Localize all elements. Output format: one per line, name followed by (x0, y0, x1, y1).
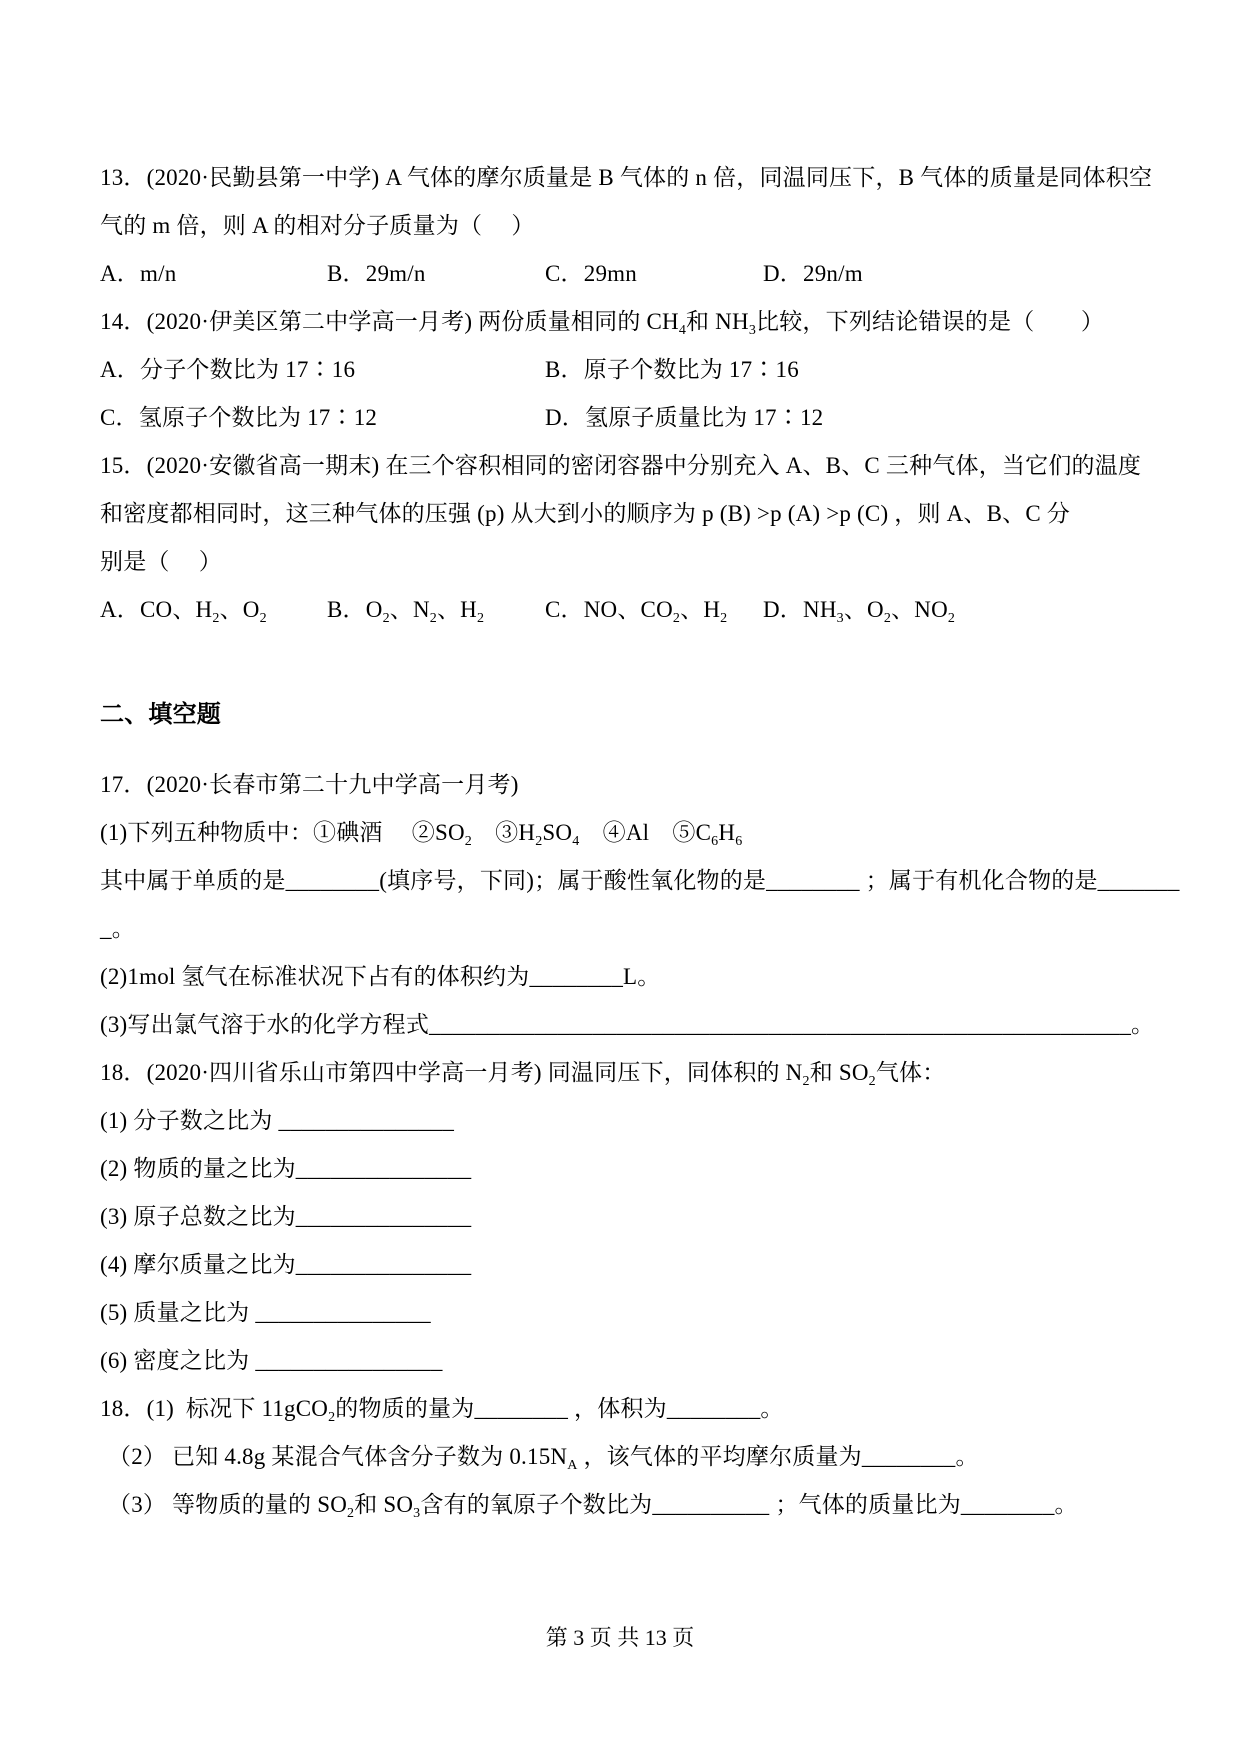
q18-item-4 (100, 1241, 1146, 1289)
section-heading (100, 691, 1146, 739)
text-span: 13．(2020·民勤县第一中学) A 气体的摩尔质量是 B 气体的 n 倍，同温同压下，B 气体的质量是同体积空 (100, 165, 1153, 190)
q15-text-2 (100, 490, 1146, 538)
text-span: (1)下列五种物质中：①碘酒 $②SO_2$ $③H_2SO_4$ ④Al $⑤C_6H_6$ (100, 820, 743, 849)
q18-item-1 (100, 1097, 1146, 1145)
q17-part3 (100, 1001, 1155, 1049)
text-span: 其中属于单质的是________(填序号，下同)；属于酸性氧化物的是________ ；属于有机化合物的是_______ (100, 868, 1180, 893)
page-footer (0, 1622, 1240, 1654)
q15-text-3 (100, 538, 1146, 586)
q17-text (100, 761, 1146, 809)
option-cell: A．分子个数比为 17∶16 (100, 357, 356, 382)
text-span: 和密度都相同时，这三种气体的压强 (p) 从大到小的顺序为 p (B) >p (A) >p (C) ，则 A、B、C 分 (100, 501, 1071, 526)
text-span: (3) 原子总数之比为_______________ (100, 1204, 472, 1229)
text-span: 18．(2020·四川省乐山市第四中学高一月考) 同温同压下，同体积的 $N_2$和 $SO_2$气体： (100, 1060, 946, 1089)
q18b-part1 (100, 1385, 1146, 1433)
text-span: 15．(2020·安徽省高一期末) 在三个容积相同的密闭容器中分别充入 A、B、C 三种气体，当它们的温度 (100, 453, 1142, 478)
option-cell: B．$O_2$、$N_2$、$H_2$ (327, 597, 485, 626)
q15-text-1 (100, 442, 1146, 490)
q17-part2 (100, 953, 1146, 1001)
q17-fill-2 (100, 905, 1146, 953)
page-number-label: 第 3 页 共 13 页 (545, 1625, 695, 1650)
q18b-part2 (100, 1433, 1146, 1481)
option-cell: C．NO、$CO_2$、$H_2$ (545, 597, 728, 626)
text-span: _。 (100, 916, 135, 941)
q18-text (100, 1049, 1146, 1097)
option-cell: B．29m/n (327, 261, 426, 286)
text-span: 别是（ ） (100, 549, 222, 574)
spacer (100, 634, 1146, 682)
q18-item-5 (100, 1289, 1146, 1337)
text-span: (3)写出氯气溶于水的化学方程式____________________________________________________________。 (100, 1012, 1155, 1037)
text-span: 18．(1) 标况下 11gCO$_2$的物质的量为________ ，体积为________。 (100, 1396, 784, 1425)
q18-item-6 (100, 1337, 1146, 1385)
q17-part1 (100, 809, 1146, 857)
option-cell: A．m/n (100, 261, 177, 286)
text-span: 14．(2020·伊美区第二中学高一月考) 两份质量相同的 $CH_4$和 $NH_3$比较，下列结论错误的是（ ） (100, 309, 1105, 338)
option-cell: C．29mn (545, 261, 637, 286)
text-span: 二、填空题 (100, 701, 221, 728)
q18-item-3 (100, 1193, 1146, 1241)
q14-options-ab (100, 346, 1146, 394)
text-span: (4) 摩尔质量之比为_______________ (100, 1252, 472, 1277)
q18-item-2 (100, 1145, 1146, 1193)
q18b-part3 (100, 1481, 1146, 1529)
q17-fill-1 (100, 857, 1180, 905)
q13-options (100, 250, 1146, 298)
option-cell: A．CO、$H_2$、$O_2$ (100, 597, 267, 626)
option-cell: D．氢原子质量比为 17∶12 (545, 405, 824, 430)
text-span: 17．(2020·长春市第二十九中学高一月考) (100, 772, 519, 797)
document-body (100, 154, 1180, 1529)
option-cell: C．氢原子个数比为 17∶12 (100, 405, 378, 430)
text-span: (2) 物质的量之比为_______________ (100, 1156, 472, 1181)
q14-options-cd (100, 394, 1146, 442)
option-cell: D．29n/m (763, 261, 863, 286)
text-span: (5) 质量之比为 _______________ (100, 1300, 431, 1325)
text-span: (1) 分子数之比为 _______________ (100, 1108, 455, 1133)
q13-text-2 (100, 202, 1146, 250)
q13-text-1 (100, 154, 1153, 202)
text-span: 气的 m 倍，则 A 的相对分子质量为（ ） (100, 213, 535, 238)
option-cell: D．$NH_3$、$O_2$、$NO_2$ (763, 597, 956, 626)
text-span: （2） 已知 4.8g 某混合气体含分子数为 $0.15N_A$ ，该气体的平均摩尔质量为________。 (108, 1444, 979, 1473)
q14-text-1 (100, 298, 1146, 346)
text-span: (2)1mol 氢气在标准状况下占有的体积约为________L。 (100, 964, 661, 989)
text-span: (6) 密度之比为 ________________ (100, 1348, 443, 1373)
q15-options (100, 586, 1146, 634)
option-cell: B．原子个数比为 17∶16 (545, 357, 799, 382)
text-span: （3） 等物质的量的 $SO_2$和 $SO_3$含有的氧原子个数比为__________ ；气体的质量比为________。 (108, 1492, 1078, 1521)
